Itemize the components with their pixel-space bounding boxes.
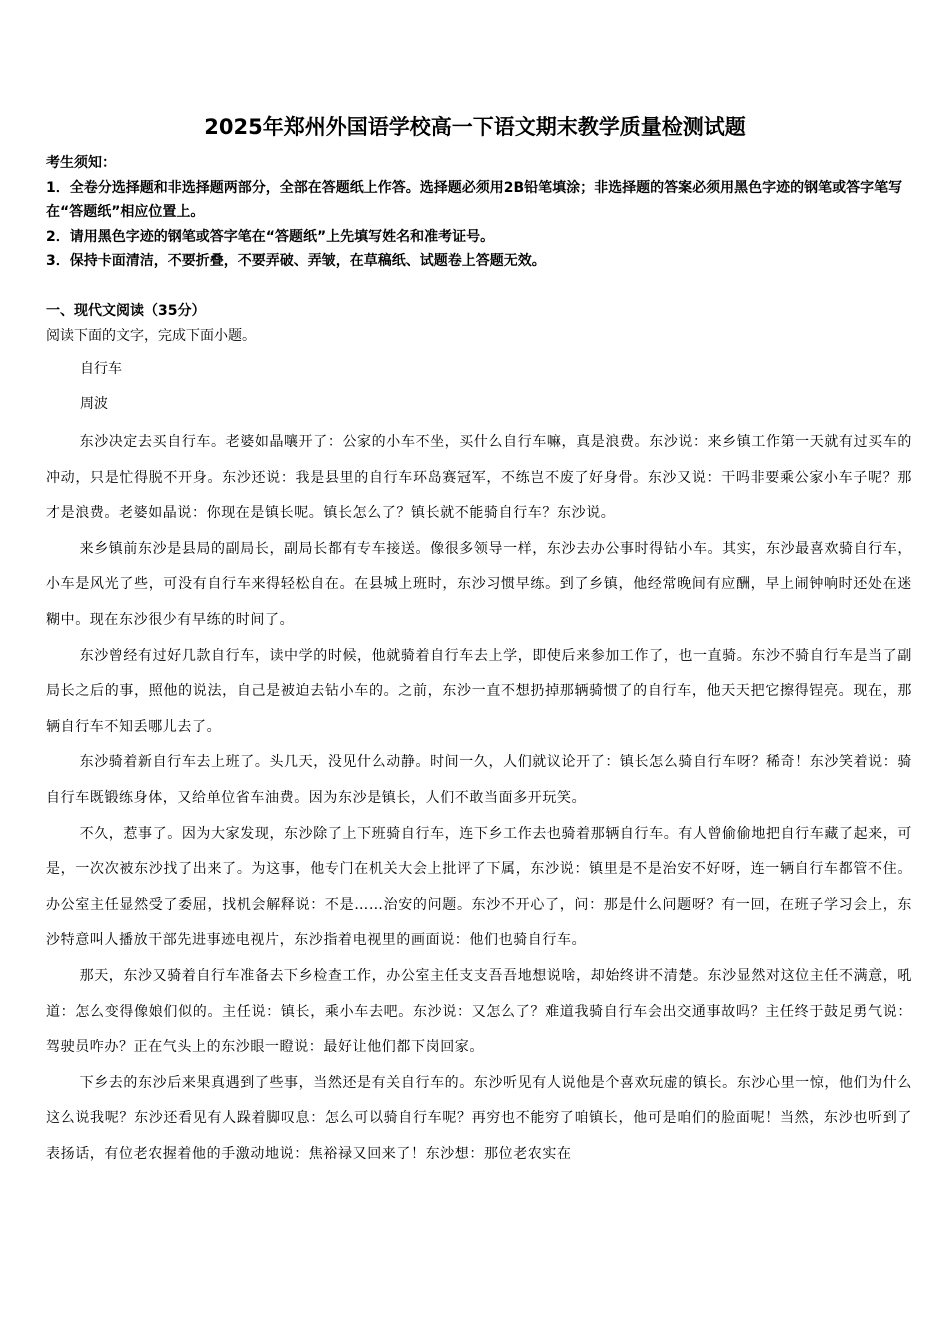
notice-item-1: 1．全卷分选择题和非选择题两部分，全部在答题纸上作答。选择题必须用2B铅笔填涂；非选择题的答案必须用黑色字迹的钢笔或答字笔写在“答题纸”相应位置上。 <box>46 179 903 220</box>
paragraph: 那天，东沙又骑着自行车准备去下乡检查工作，办公室主任支支吾吾地想说啥，却始终讲不清楚。东沙显然对这位主任不满意，吼道：怎么变得像娘们似的。主任说：镇长，乘小车去吧。东沙说：又怎么了？难道我骑自行车会出交通事故吗？主任终于鼓足勇气说：驾驶员咋办？正在气头上的东沙眼一瞪说：最好让他们都下岗回家。 <box>46 967 912 1056</box>
paragraph: 不久，惹事了。因为大家发现，东沙除了上下班骑自行车，连下乡工作去也骑着那辆自行车。有人曾偷偷地把自行车藏了起来，可是，一次次被东沙找了出来了。为这事，他专门在机关大会上批评了下属，东沙说：镇里是不是治安不好呀，连一辆自行车都管不住。办公室主任显然受了委屈，找机会解释说：不是……治安的问题。东沙不开心了，问：那是什么问题呀？有一回，在班子学习会上，东沙特意叫人播放干部先进事迹电视片，东沙指着电视里的画面说：他们也骑自行车。 <box>46 825 912 949</box>
story-author: 周波 <box>80 396 108 412</box>
candidate-notice <box>46 151 916 274</box>
notice-heading: 考生须知： <box>46 155 116 171</box>
paragraph: 来乡镇前东沙是县局的副局长，副局长都有专车接送。像很多领导一样，东沙去办公事时得钻小车。其实，东沙最喜欢骑自行车，小车是风光了些，可没有自行车来得轻松自在。在县城上班时，东沙习惯早练。到了乡镇，他经常晚间有应酬，早上闹钟响时还处在迷糊中。现在东沙很少有早练的时间了。 <box>46 540 912 628</box>
paragraph: 东沙曾经有过好几款自行车，读中学的时候，他就骑着自行车去上学，即使后来参加工作了，也一直骑。东沙不骑自行车是当了副局长之后的事，照他的说法，自己是被迫去钻小车的。之前，东沙一直不想扔掉那辆骑惯了的自行车，他天天把它擦得锃亮。现在，那辆自行车不知丢哪儿去了。 <box>46 647 912 735</box>
paragraph: 下乡去的东沙后来果真遇到了些事，当然还是有关自行车的。东沙听见有人说他是个喜欢玩虚的镇长。东沙心里一惊，他们为什么这么说我呢？东沙还看见有人跺着脚叹息：怎么可以骑自行车呢？再穷也不能穷了咱镇长，他可是咱们的脸面呢！当然，东沙也听到了表扬话，有位老农握着他的手激动地说：焦裕禄又回来了！东沙想：那位老农实在 <box>46 1074 912 1162</box>
paragraph: 东沙决定去买自行车。老婆如晶嚷开了：公家的小车不坐，买什么自行车嘛，真是浪费。东沙说：来乡镇工作第一天就有过买车的冲动，只是忙得脱不开身。东沙还说：我是县里的自行车环岛赛冠军，不练岂不废了好身骨。东沙又说：干吗非要乘公家小车子呢？那才是浪费。老婆如晶说：你现在是镇长呢。镇长怎么了？镇长就不能骑自行车？东沙说。 <box>46 434 912 522</box>
exam-title: 2025年郑州外国语学校高一下语文期末教学质量检测试题 <box>204 115 746 139</box>
notice-item-2: 2．请用黑色字迹的钢笔或答字笔在“答题纸”上先填写姓名和准考证号。 <box>46 228 495 245</box>
notice-item-3: 3．保持卡面清洁，不要折叠，不要弄破、弄皱，在草稿纸、试题卷上答题无效。 <box>46 253 546 269</box>
paragraph: 东沙骑着新自行车去上班了。头几天，没见什么动静。时间一久，人们就议论开了：镇长怎么骑自行车呀？稀奇！东沙笑着说：骑自行车既锻练身体，又给单位省车油费。因为东沙是镇长，人们不敢当面多开玩笑。 <box>46 754 912 806</box>
story-body <box>46 425 912 1172</box>
section-instruction: 阅读下面的文字，完成下面小题。 <box>46 328 256 344</box>
story-title: 自行车 <box>80 361 122 377</box>
section-heading: 一、现代文阅读（35分） <box>46 303 206 319</box>
